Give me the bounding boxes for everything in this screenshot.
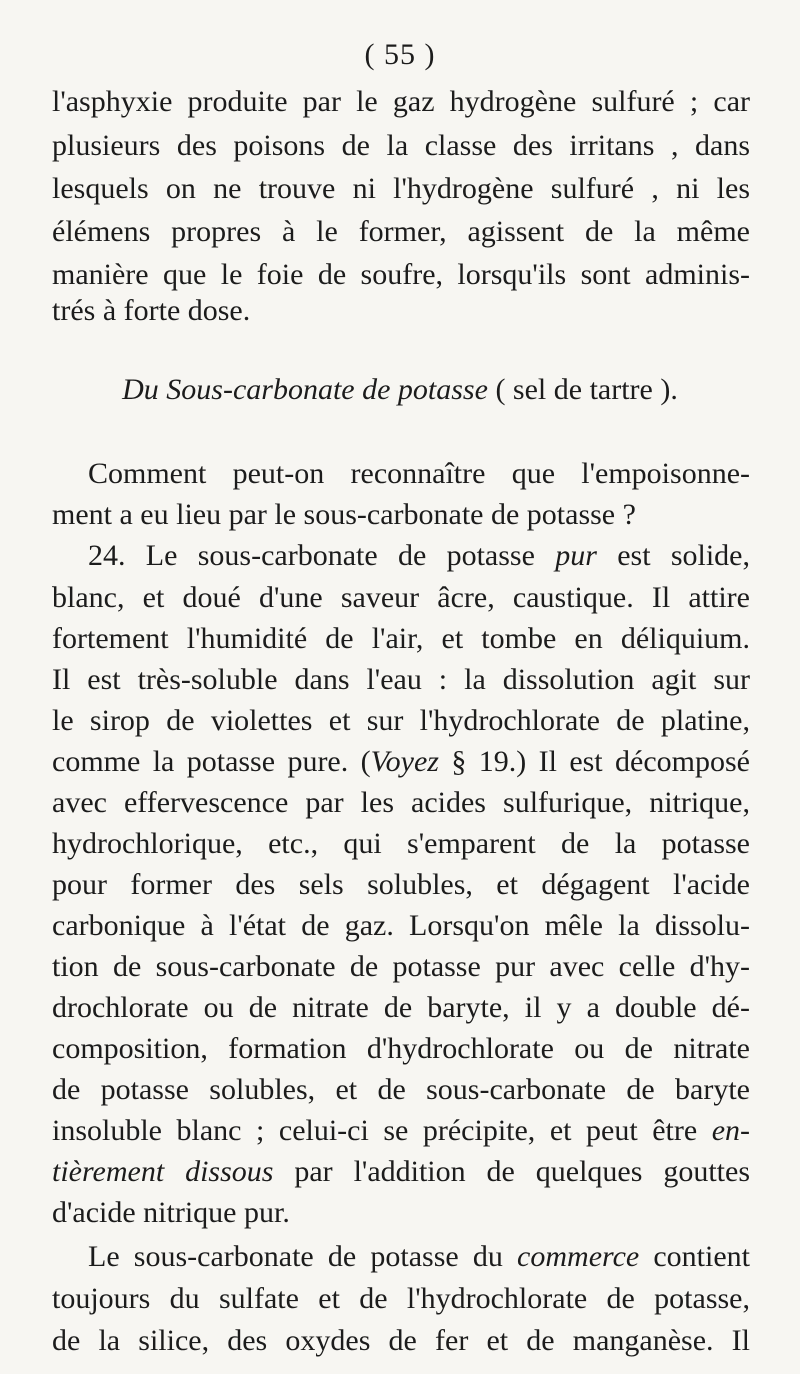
text-line: l'asphyxie produite par le gaz hydrogène sulfuré ; car (52, 85, 750, 118)
paragraph-line: blanc, et doué d'une saveur âcre, caustique. Il attire (52, 581, 750, 614)
text-span: comme la potasse pure. ( (52, 745, 371, 778)
text-span: 24. Le sous-carbonate de potasse (88, 539, 556, 572)
paragraph-line: composition, formation d'hydrochlorate ou de nitrate (52, 1032, 750, 1065)
italic-span: Voyez (370, 745, 439, 778)
paragraph-line: le sirop de violettes et sur l'hydrochlorate de platine, (52, 704, 750, 737)
italic-span: tièrement dissous (52, 1155, 274, 1188)
text-span: insoluble blanc ; celui-ci se précipite, et peut être (52, 1114, 712, 1147)
paragraph-line (52, 1154, 750, 1190)
text-span: contient (639, 1240, 751, 1273)
italic-span: pur (555, 539, 597, 572)
paragraph-line: tion de sous-carbonate de potasse pur avec celle d'hy- (52, 950, 750, 983)
paragraph-line: de potasse solubles, et de sous-carbonate de baryte (52, 1073, 750, 1106)
paragraph-line (88, 538, 750, 574)
paragraph-line: de la silice, des oxydes de fer et de manganèse. Il (52, 1324, 750, 1357)
question-line: ment a eu lieu par le sous-carbonate de potasse ? (52, 498, 636, 531)
paragraph-line: avec effervescence par les acides sulfurique, nitrique, (52, 786, 750, 819)
text-line: élémens propres à le former, agissent de la même (52, 215, 750, 248)
text-line: manière que le foie de soufre, lorsqu'ils sont adminis- (52, 258, 750, 291)
paragraph-line: d'acide nitrique pur. (52, 1196, 290, 1229)
paragraph-line: pour former des sels solubles, et dégagent l'acide (52, 868, 750, 901)
text-line: lesquels on ne trouve ni l'hydrogène sulfuré , ni les (52, 172, 750, 205)
text-span: Le sous-carbonate de potasse du (88, 1240, 518, 1273)
heading-title: Du Sous-carbonate de potasse (122, 373, 488, 406)
paragraph-line (52, 744, 750, 780)
paragraph-line: drochlorate ou de nitrate de baryte, il y a double dé- (52, 991, 750, 1024)
text-span: par l'addition de quelques gouttes (273, 1155, 750, 1188)
text-line: plusieurs des poisons de la classe des irritans , dans (52, 129, 750, 162)
section-heading (0, 372, 800, 408)
paragraph-line: fortement l'humidité de l'air, et tombe en déliquium. (52, 622, 750, 655)
question-line: Comment peut-on reconnaître que l'empoisonne- (88, 457, 750, 490)
paragraph-line (88, 1239, 750, 1275)
paragraph-line (52, 1113, 750, 1149)
italic-span: en- (711, 1114, 750, 1147)
paragraph-line: Il est très-soluble dans l'eau : la dissolution agit sur (52, 663, 750, 696)
text-span: § 19.) Il est décomposé (438, 745, 750, 778)
text-line: trés à forte dose. (52, 294, 251, 327)
paragraph-line: hydrochlorique, etc., qui s'emparent de la potasse (52, 827, 750, 860)
paragraph-line: carbonique à l'état de gaz. Lorsqu'on mêle la dissolu- (52, 909, 750, 942)
italic-span: commerce (517, 1240, 640, 1273)
text-span: est solide, (596, 539, 750, 572)
paragraph-line: toujours du sulfate et de l'hydrochlorate de potasse, (52, 1282, 750, 1315)
page-number: ( 55 ) (364, 38, 436, 71)
heading-subtitle: ( sel de tartre ). (487, 373, 678, 406)
